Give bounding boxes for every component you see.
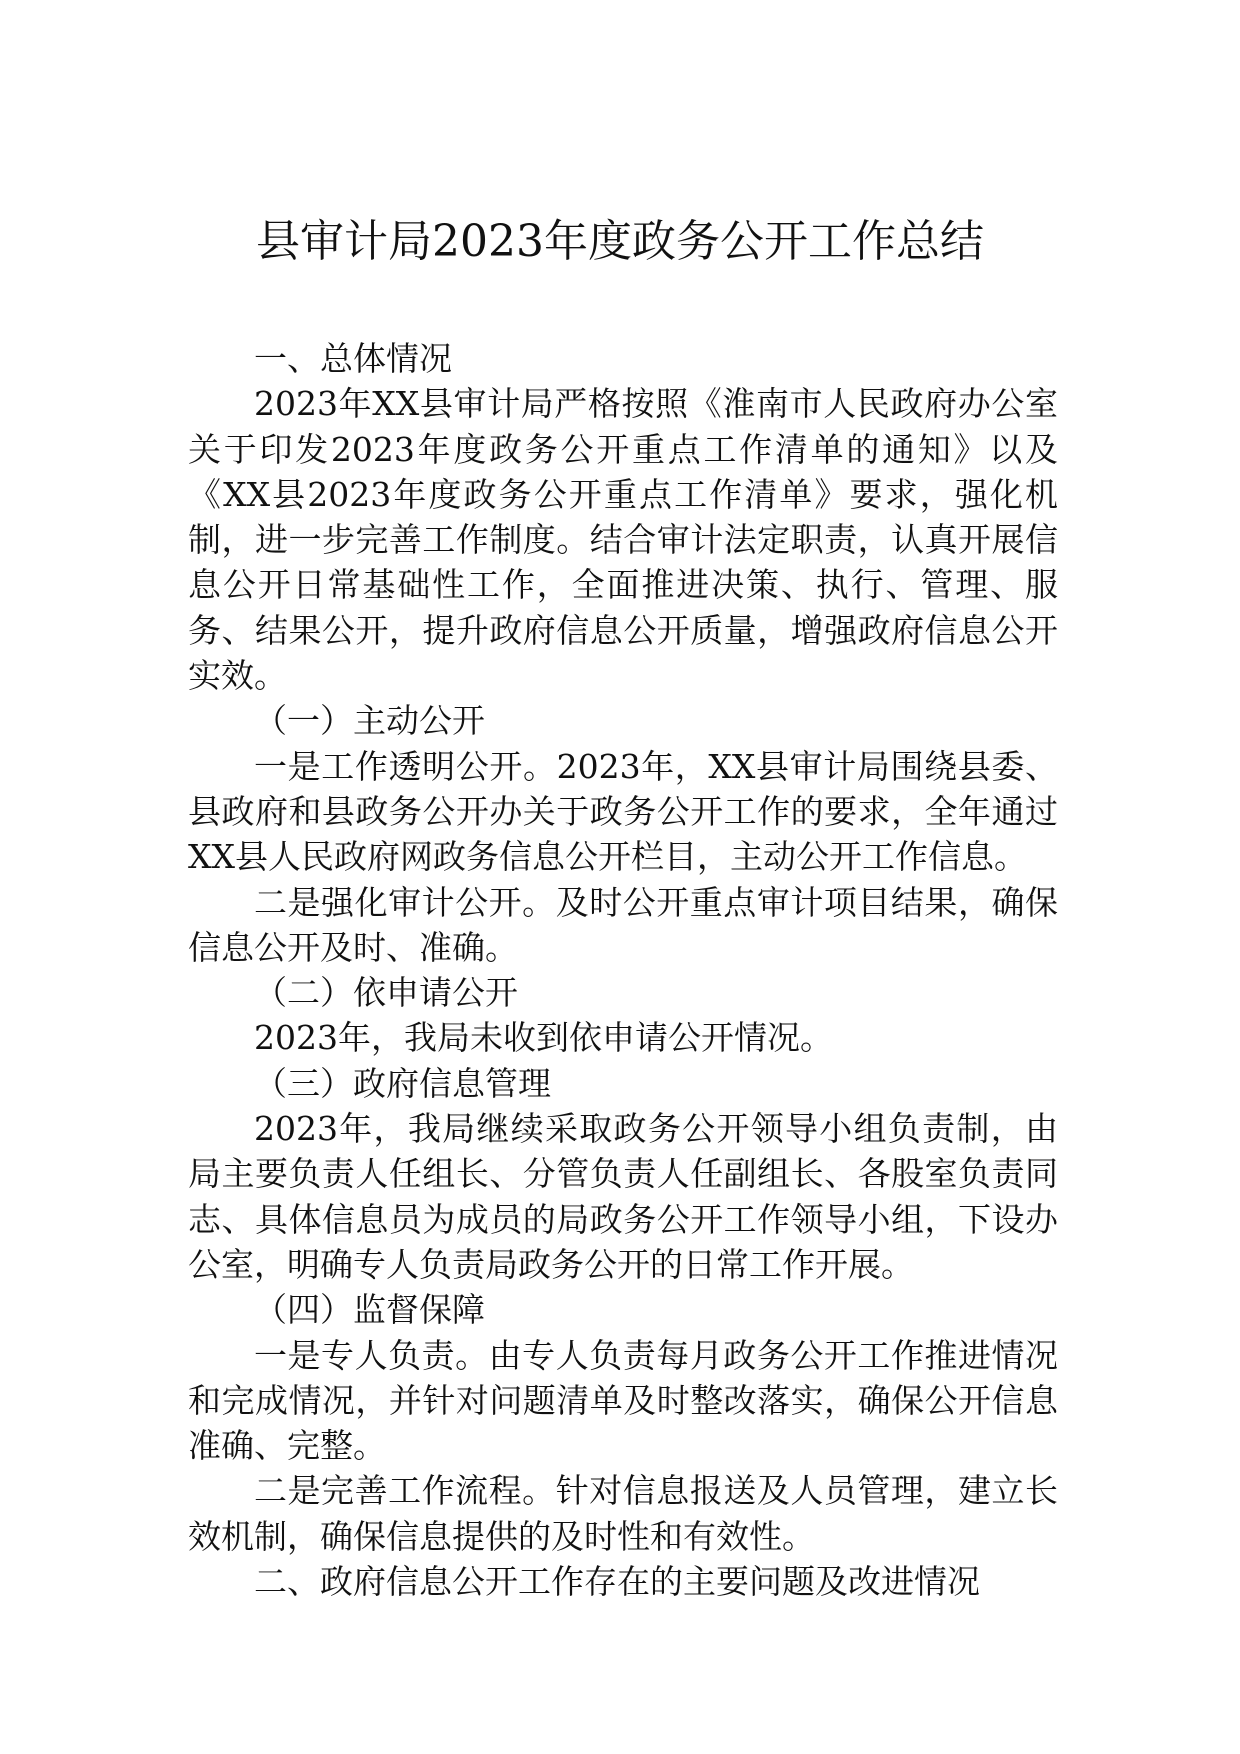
section-heading-overview: 一、总体情况 [254, 339, 452, 378]
paragraph-on-request: 2023年，我局未收到依申请公开情况。 [254, 1018, 833, 1058]
subheading-on-request-disclosure: （二）依申请公开 [254, 973, 518, 1013]
subheading-info-management: （三）政府信息管理 [254, 1063, 551, 1103]
document-title: 县审计局2023年度政务公开工作总结 [256, 216, 984, 267]
document-body [188, 336, 1058, 1604]
paragraph-transparency: 一是工作透明公开。2023年，XX县审计局围绕县委、县政府和县政务公开办关于政务公开工作的要求，全年通过XX县人民政府网政务信息公开栏目，主动公开工作信息。 [188, 746, 1058, 877]
paragraph-overview: 2023年XX县审计局严格按照《淮南市人民政府办公室关于印发2023年度政务公开重点工作清单的通知》以及《XX县2023年度政务公开重点工作清单》要求，强化机制，进一步完善工作制度。结合审计法定职责，认真开展信息公开日常基础性工作，全面推进决策、执行、管理、服务、结果公开，提升政府信息公开质量，增强政府信息公开实效。 [188, 384, 1058, 696]
paragraph-workflow: 二是完善工作流程。针对信息报送及人员管理，建立长效机制，确保信息提供的及时性和有效性。 [188, 1471, 1058, 1556]
section-heading-problems: 二、政府信息公开工作存在的主要问题及改进情况 [254, 1562, 980, 1602]
paragraph-audit-disclosure: 二是强化审计公开。及时公开重点审计项目结果，确保信息公开及时、准确。 [188, 882, 1058, 967]
paragraph-info-management: 2023年，我局继续采取政务公开领导小组负责制，由局主要负责人任组长、分管负责人任副组长、各股室负责同志、具体信息员为成员的局政务公开工作领导小组，下设办公室，明确专人负责局政务公开的日常工作开展。 [188, 1109, 1058, 1284]
subheading-supervision: （四）监督保障 [254, 1290, 485, 1330]
subheading-proactive-disclosure: （一）主动公开 [254, 701, 485, 741]
paragraph-dedicated-staff: 一是专人负责。由专人负责每月政务公开工作推进情况和完成情况，并针对问题清单及时整改落实，确保公开信息准确、完整。 [188, 1335, 1058, 1466]
